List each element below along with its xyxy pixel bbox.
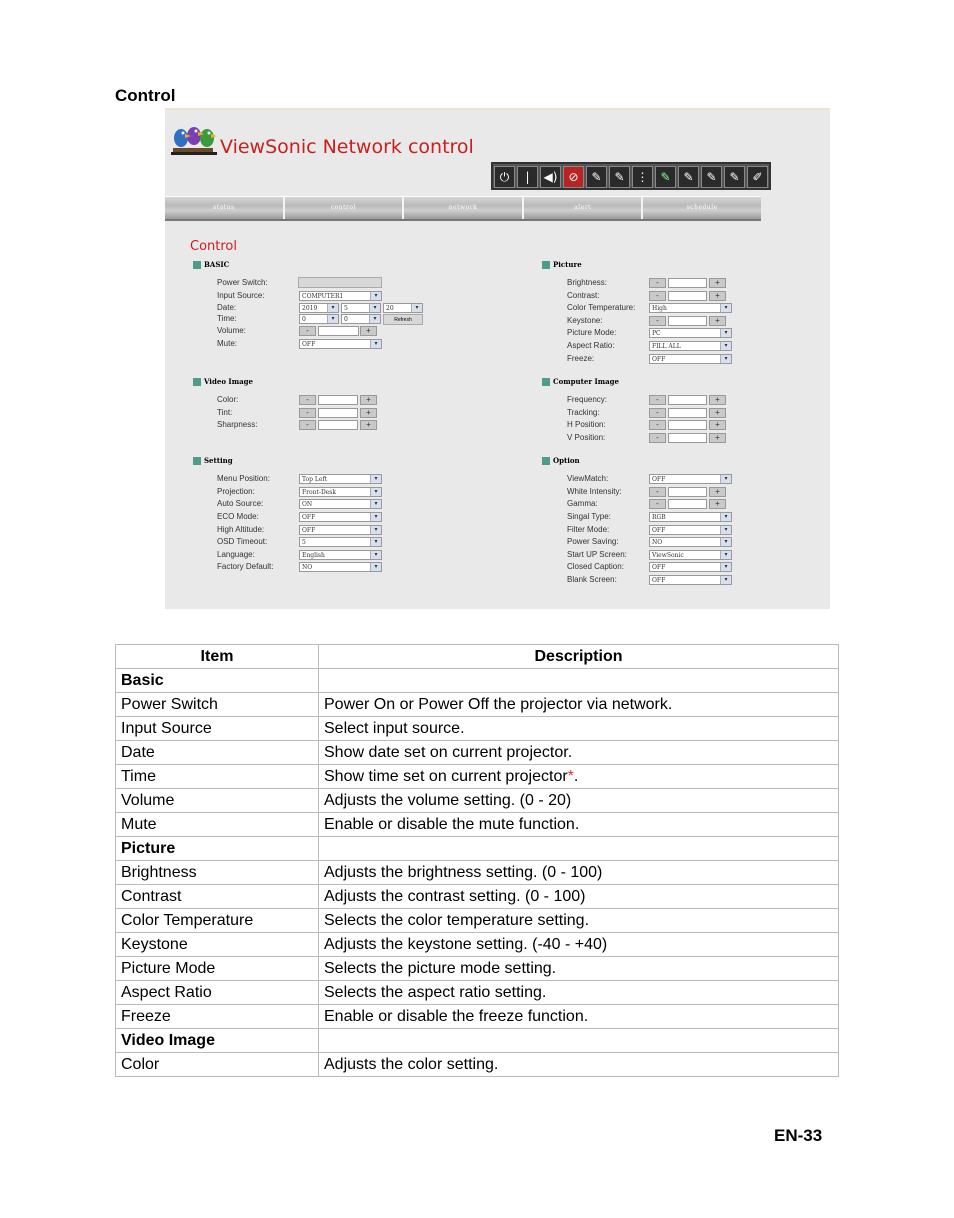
- viewsonic-birds-logo: [171, 124, 217, 158]
- osd-timeout-label: OSD Timeout:: [217, 537, 268, 546]
- sharpness-label: Sharpness:: [217, 420, 258, 429]
- mute-select[interactable]: OFF ▾: [299, 339, 382, 349]
- description-text: Adjusts the volume setting. (0 - 20): [324, 791, 572, 809]
- date-year-select[interactable]: 2019 ▾: [299, 303, 339, 313]
- contrast-label: Contrast:: [567, 291, 600, 300]
- item-cell: Volume: [116, 789, 319, 813]
- eraser-icon[interactable]: ✐: [747, 166, 768, 188]
- description-text: Selects the picture mode setting.: [324, 959, 557, 977]
- keystone-label: Keystone:: [567, 316, 603, 325]
- color-temp-label: Color Temperature:: [567, 303, 636, 312]
- item-description-table: [115, 644, 839, 1077]
- white-intensity-minus-button[interactable]: -: [649, 487, 666, 497]
- description-cell: [319, 813, 839, 837]
- pen-alt-icon[interactable]: ✎: [724, 166, 745, 188]
- description-cell: [319, 717, 839, 741]
- brand-title: ViewSonic Network control: [220, 136, 474, 158]
- projection-label: Projection:: [217, 487, 255, 496]
- brightness-field[interactable]: [668, 278, 707, 288]
- input-source-select[interactable]: COMPUTER1 ▾: [299, 291, 382, 301]
- description-cell: [319, 1053, 839, 1077]
- osd-timeout-select[interactable]: 5 ▾: [299, 537, 382, 547]
- description-text: Show time set on current projector: [324, 767, 568, 785]
- item-cell: Time: [116, 765, 319, 789]
- color-icon[interactable]: ⋮: [632, 166, 653, 188]
- section-marker-icon: [542, 261, 550, 269]
- signal-type-select[interactable]: RGB ▾: [649, 512, 732, 522]
- page-number: EN-33: [774, 1126, 823, 1145]
- v-position-field[interactable]: [668, 433, 707, 443]
- description-text: Adjusts the color setting.: [324, 1055, 499, 1073]
- item-cell: Picture: [116, 837, 319, 861]
- description-text: Selects the aspect ratio setting.: [324, 983, 547, 1001]
- section-marker-icon: [193, 378, 201, 386]
- color-plus-button[interactable]: +: [360, 395, 377, 405]
- description-text: Adjusts the brightness setting. (0 - 100): [324, 863, 603, 881]
- toolbar: [491, 162, 771, 190]
- table-row: [116, 981, 839, 1005]
- table-row: [116, 1053, 839, 1077]
- viewmatch-select[interactable]: OFF ▾: [649, 474, 732, 484]
- section-setting: Setting: [193, 456, 233, 465]
- keystone-plus-button[interactable]: +: [709, 316, 726, 326]
- date-month-select[interactable]: 5 ▾: [341, 303, 381, 313]
- footnote-asterisk: *: [567, 767, 574, 785]
- keystone-icon[interactable]: ✎: [586, 166, 607, 188]
- tracking-field[interactable]: [668, 408, 707, 418]
- factory-default-select[interactable]: NO ▾: [299, 562, 382, 572]
- closed-caption-select[interactable]: OFF ▾: [649, 562, 732, 572]
- aspect-ratio-label: Aspect Ratio:: [567, 341, 615, 350]
- tab-alert[interactable]: alert: [524, 197, 644, 219]
- viewmatch-label: ViewMatch:: [567, 474, 609, 483]
- color-label: Color:: [217, 395, 239, 404]
- color-field[interactable]: [318, 395, 358, 405]
- table-row: [116, 933, 839, 957]
- section-computer-image: Computer Image: [542, 377, 619, 386]
- tint-label: Tint:: [217, 408, 233, 417]
- time-minute-select[interactable]: 0 ▾: [341, 314, 381, 324]
- section-picture: Picture: [542, 260, 582, 269]
- description-text: Adjusts the contrast setting. (0 - 100): [324, 887, 586, 905]
- gamma-label: Gamma:: [567, 499, 598, 508]
- table-group-row: [116, 837, 839, 861]
- freeze-select[interactable]: OFF ▾: [649, 354, 732, 364]
- power-switch-label: Power Switch:: [217, 278, 268, 287]
- section-option: Option: [542, 456, 580, 465]
- description-cell: [319, 1005, 839, 1029]
- description-text: Select input source.: [324, 719, 465, 737]
- v-position-plus-button[interactable]: +: [709, 433, 726, 443]
- closed-caption-label: Closed Caption:: [567, 562, 624, 571]
- power-saving-label: Power Saving:: [567, 537, 619, 546]
- table-row: [116, 789, 839, 813]
- table-row: [116, 885, 839, 909]
- mute-label: Mute:: [217, 339, 238, 348]
- item-cell: Color Temperature: [116, 909, 319, 933]
- description-cell: [319, 981, 839, 1005]
- table-header-row: [116, 645, 839, 669]
- sharpness-field[interactable]: [318, 420, 358, 430]
- tab-control[interactable]: control: [285, 197, 405, 219]
- menu-position-select[interactable]: Top Left ▾: [299, 474, 382, 484]
- description-text: Selects the color temperature setting.: [324, 911, 590, 929]
- description-text: Enable or disable the mute function.: [324, 815, 580, 833]
- description-text: Enable or disable the freeze function.: [324, 1007, 589, 1025]
- table-row: [116, 741, 839, 765]
- gamma-plus-button[interactable]: +: [709, 499, 726, 509]
- gamma-minus-button[interactable]: -: [649, 499, 666, 509]
- color-minus-button[interactable]: -: [299, 395, 316, 405]
- language-label: Language:: [217, 550, 255, 559]
- h-position-plus-button[interactable]: +: [709, 420, 726, 430]
- tint-minus-button[interactable]: -: [299, 408, 316, 418]
- color-temp-select[interactable]: High ▾: [649, 303, 732, 313]
- table-group-row: [116, 669, 839, 693]
- auto-source-select[interactable]: ON ▾: [299, 499, 382, 509]
- sharpness-plus-button[interactable]: +: [360, 420, 377, 430]
- volume-label: Volume:: [217, 326, 246, 335]
- network-control-screenshot: [165, 108, 830, 609]
- description-cell: [319, 885, 839, 909]
- input-source-label: Input Source:: [217, 291, 265, 300]
- filter-mode-label: Filter Mode:: [567, 525, 610, 534]
- blank-screen-select[interactable]: OFF ▾: [649, 575, 732, 585]
- item-cell: Keystone: [116, 933, 319, 957]
- power-on-icon[interactable]: |: [517, 166, 538, 188]
- blank-screen-label: Blank Screen:: [567, 575, 617, 584]
- description-cell: [319, 669, 839, 693]
- tracking-plus-button[interactable]: +: [709, 408, 726, 418]
- description-cell: [319, 693, 839, 717]
- high-altitude-select[interactable]: OFF ▾: [299, 525, 382, 535]
- blank-icon[interactable]: ✎: [609, 166, 630, 188]
- signal-type-label: Singal Type:: [567, 512, 611, 521]
- section-marker-icon: [542, 378, 550, 386]
- table-row: [116, 717, 839, 741]
- tab-schedule[interactable]: schedule: [686, 204, 718, 211]
- picture-mode-select[interactable]: PC ▾: [649, 328, 732, 338]
- v-position-minus-button[interactable]: -: [649, 433, 666, 443]
- brightness-label: Brightness:: [567, 278, 608, 287]
- frequency-plus-button[interactable]: +: [709, 395, 726, 405]
- frequency-field[interactable]: [668, 395, 707, 405]
- description-cell: [319, 957, 839, 981]
- section-marker-icon: [193, 457, 201, 465]
- volume-field[interactable]: [318, 326, 359, 336]
- item-cell: Basic: [116, 669, 319, 693]
- menu-position-label: Menu Position:: [217, 474, 270, 483]
- startup-screen-label: Start UP Screen:: [567, 550, 627, 559]
- contrast-plus-button[interactable]: +: [709, 291, 726, 301]
- power-saving-select[interactable]: NO ▾: [649, 537, 732, 547]
- h-position-field[interactable]: [668, 420, 707, 430]
- frequency-label: Frequency:: [567, 395, 608, 404]
- pen-icon[interactable]: ✎: [701, 166, 722, 188]
- date-label: Date:: [217, 303, 237, 312]
- tracking-label: Tracking:: [567, 408, 600, 417]
- item-cell: Brightness: [116, 861, 319, 885]
- page-title: Control: [190, 239, 237, 254]
- volume-plus-button[interactable]: +: [360, 326, 377, 336]
- gamma-field[interactable]: [668, 499, 707, 509]
- section-video-image: Video Image: [193, 377, 253, 386]
- description-text: Show date set on current projector.: [324, 743, 573, 761]
- item-cell: Date: [116, 741, 319, 765]
- description-cell: [319, 861, 839, 885]
- section-marker-icon: [542, 457, 550, 465]
- high-altitude-label: High Altitude:: [217, 525, 265, 534]
- item-column-header: Item: [116, 645, 319, 669]
- time-hour-select[interactable]: 0 ▾: [299, 314, 339, 324]
- item-cell: Color: [116, 1053, 319, 1077]
- description-text: Power On or Power Off the projector via network.: [324, 695, 673, 713]
- white-intensity-label: White Intensity:: [567, 487, 622, 496]
- green-pen-icon[interactable]: ✎: [655, 166, 676, 188]
- tracking-minus-button[interactable]: -: [649, 408, 666, 418]
- tab-status[interactable]: status: [165, 197, 285, 219]
- description-tail: .: [573, 767, 579, 785]
- table-row: [116, 909, 839, 933]
- v-position-label: V Position:: [567, 433, 606, 442]
- white-intensity-plus-button[interactable]: +: [709, 487, 726, 497]
- keystone-field[interactable]: [668, 316, 707, 326]
- item-cell: Video Image: [116, 1029, 319, 1053]
- language-select[interactable]: English ▾: [299, 550, 382, 560]
- h-position-minus-button[interactable]: -: [649, 420, 666, 430]
- main-nav: [165, 196, 761, 221]
- frequency-minus-button[interactable]: -: [649, 395, 666, 405]
- item-cell: Contrast: [116, 885, 319, 909]
- section-heading: Control: [115, 86, 176, 105]
- table-row: [116, 693, 839, 717]
- s-pen-icon[interactable]: ✎: [678, 166, 699, 188]
- item-cell: Aspect Ratio: [116, 981, 319, 1005]
- power-icon[interactable]: ⏻: [494, 166, 515, 188]
- description-cell: [319, 933, 839, 957]
- volume-minus-button[interactable]: -: [299, 326, 316, 336]
- description-cell: [319, 765, 839, 789]
- description-cell: [319, 909, 839, 933]
- freeze-label: Freeze:: [567, 354, 595, 363]
- item-cell: Freeze: [116, 1005, 319, 1029]
- description-cell: [319, 789, 839, 813]
- tint-plus-button[interactable]: +: [360, 408, 377, 418]
- table-row: [116, 765, 839, 789]
- startup-screen-select[interactable]: ViewSonic ▾: [649, 550, 732, 560]
- factory-default-label: Factory Default:: [217, 562, 274, 571]
- contrast-minus-button[interactable]: -: [649, 291, 666, 301]
- date-day-select[interactable]: 20 ▾: [383, 303, 423, 313]
- volume-icon[interactable]: ◀): [540, 166, 561, 188]
- tint-field[interactable]: [318, 408, 358, 418]
- mute-icon[interactable]: ⊘: [563, 166, 584, 188]
- table-row: [116, 813, 839, 837]
- item-cell: Mute: [116, 813, 319, 837]
- section-basic: BASIC: [193, 260, 229, 269]
- table-row: [116, 1005, 839, 1029]
- description-text: Adjusts the keystone setting. (-40 - +40): [324, 935, 608, 953]
- section-marker-icon: [193, 261, 201, 269]
- tab-network[interactable]: network: [404, 197, 524, 219]
- brightness-plus-button[interactable]: +: [709, 278, 726, 288]
- projection-select[interactable]: Front-Desk ▾: [299, 487, 382, 497]
- table-group-row: [116, 1029, 839, 1053]
- item-cell: Power Switch: [116, 693, 319, 717]
- item-cell: Input Source: [116, 717, 319, 741]
- keystone-minus-button[interactable]: -: [649, 316, 666, 326]
- item-cell: Picture Mode: [116, 957, 319, 981]
- table-row: [116, 861, 839, 885]
- filter-mode-select[interactable]: OFF ▾: [649, 525, 732, 535]
- time-refresh-button[interactable]: Refresh: [383, 314, 423, 325]
- contrast-field[interactable]: [668, 291, 707, 301]
- picture-mode-label: Picture Mode:: [567, 328, 617, 337]
- eco-mode-select[interactable]: OFF ▾: [299, 512, 382, 522]
- time-label: Time:: [217, 314, 237, 323]
- description-column-header: Description: [319, 645, 839, 669]
- description-cell: [319, 741, 839, 765]
- table-row: [116, 957, 839, 981]
- aspect-ratio-select[interactable]: FILL ALL ▾: [649, 341, 732, 351]
- white-intensity-field[interactable]: [668, 487, 707, 497]
- power-switch-button[interactable]: [298, 277, 382, 288]
- eco-mode-label: ECO Mode:: [217, 512, 259, 521]
- brightness-minus-button[interactable]: -: [649, 278, 666, 288]
- sharpness-minus-button[interactable]: -: [299, 420, 316, 430]
- description-cell: [319, 1029, 839, 1053]
- h-position-label: H Position:: [567, 420, 606, 429]
- auto-source-label: Auto Source:: [217, 499, 264, 508]
- description-cell: [319, 837, 839, 861]
